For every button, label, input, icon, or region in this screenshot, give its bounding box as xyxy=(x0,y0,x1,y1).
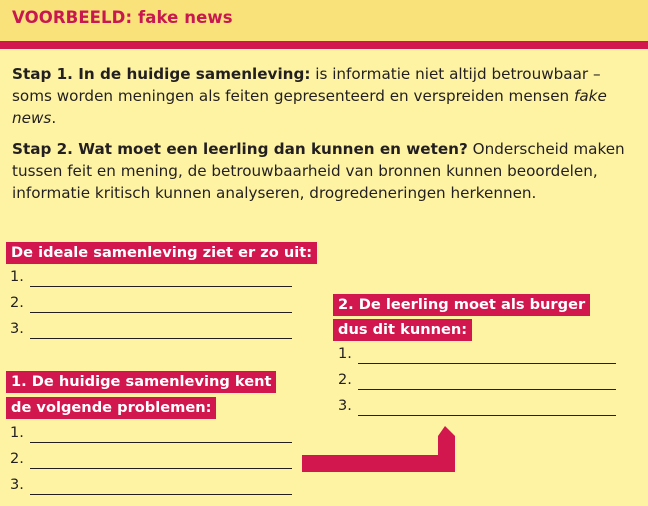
problems-label-line-2: de volgende problemen: xyxy=(6,397,216,419)
citizen-item-2-number: 2. xyxy=(338,372,352,388)
problems-item-2-number: 2. xyxy=(10,451,24,467)
citizen-label-line-1: 2. De leerling moet als burger xyxy=(333,294,590,316)
ideal-society-label: De ideale samenleving ziet er zo uit: xyxy=(6,242,317,264)
step-2-text: Onderscheid maken tussen feit en mening, de betrouwbaarheid van bronnen kunnen beoordelen, informatie kritisch kunnen analyseren, drogredeneringen herkennen. xyxy=(12,140,625,202)
step-1-text: is informatie niet altijd betrouwbaar – soms worden meningen als feiten gepresenteerd en verspreiden mensen xyxy=(12,65,601,105)
step-1-end: . xyxy=(51,109,57,127)
problems-item-3-number: 3. xyxy=(10,477,24,493)
page-title: VOORBEELD: fake news xyxy=(12,8,233,27)
ideal-item-3-number: 3. xyxy=(10,321,24,337)
problems-label-line-1: 1. De huidige samenleving kent xyxy=(6,371,276,393)
step-2-heading: Stap 2. Wat moet een leerling dan kunnen en weten? xyxy=(12,140,468,158)
citizen-item-1-number: 1. xyxy=(338,346,352,362)
ideal-item-1-number: 1. xyxy=(10,269,24,285)
ideal-item-2-number: 2. xyxy=(10,295,24,311)
step-1-italic: fake news xyxy=(12,87,607,127)
step-1-heading: Stap 1. In de huidige samenleving: xyxy=(12,65,311,83)
citizen-label-line-2: dus dit kunnen: xyxy=(333,319,472,341)
citizen-item-3-number: 3. xyxy=(338,398,352,414)
problems-item-1-number: 1. xyxy=(10,425,24,441)
